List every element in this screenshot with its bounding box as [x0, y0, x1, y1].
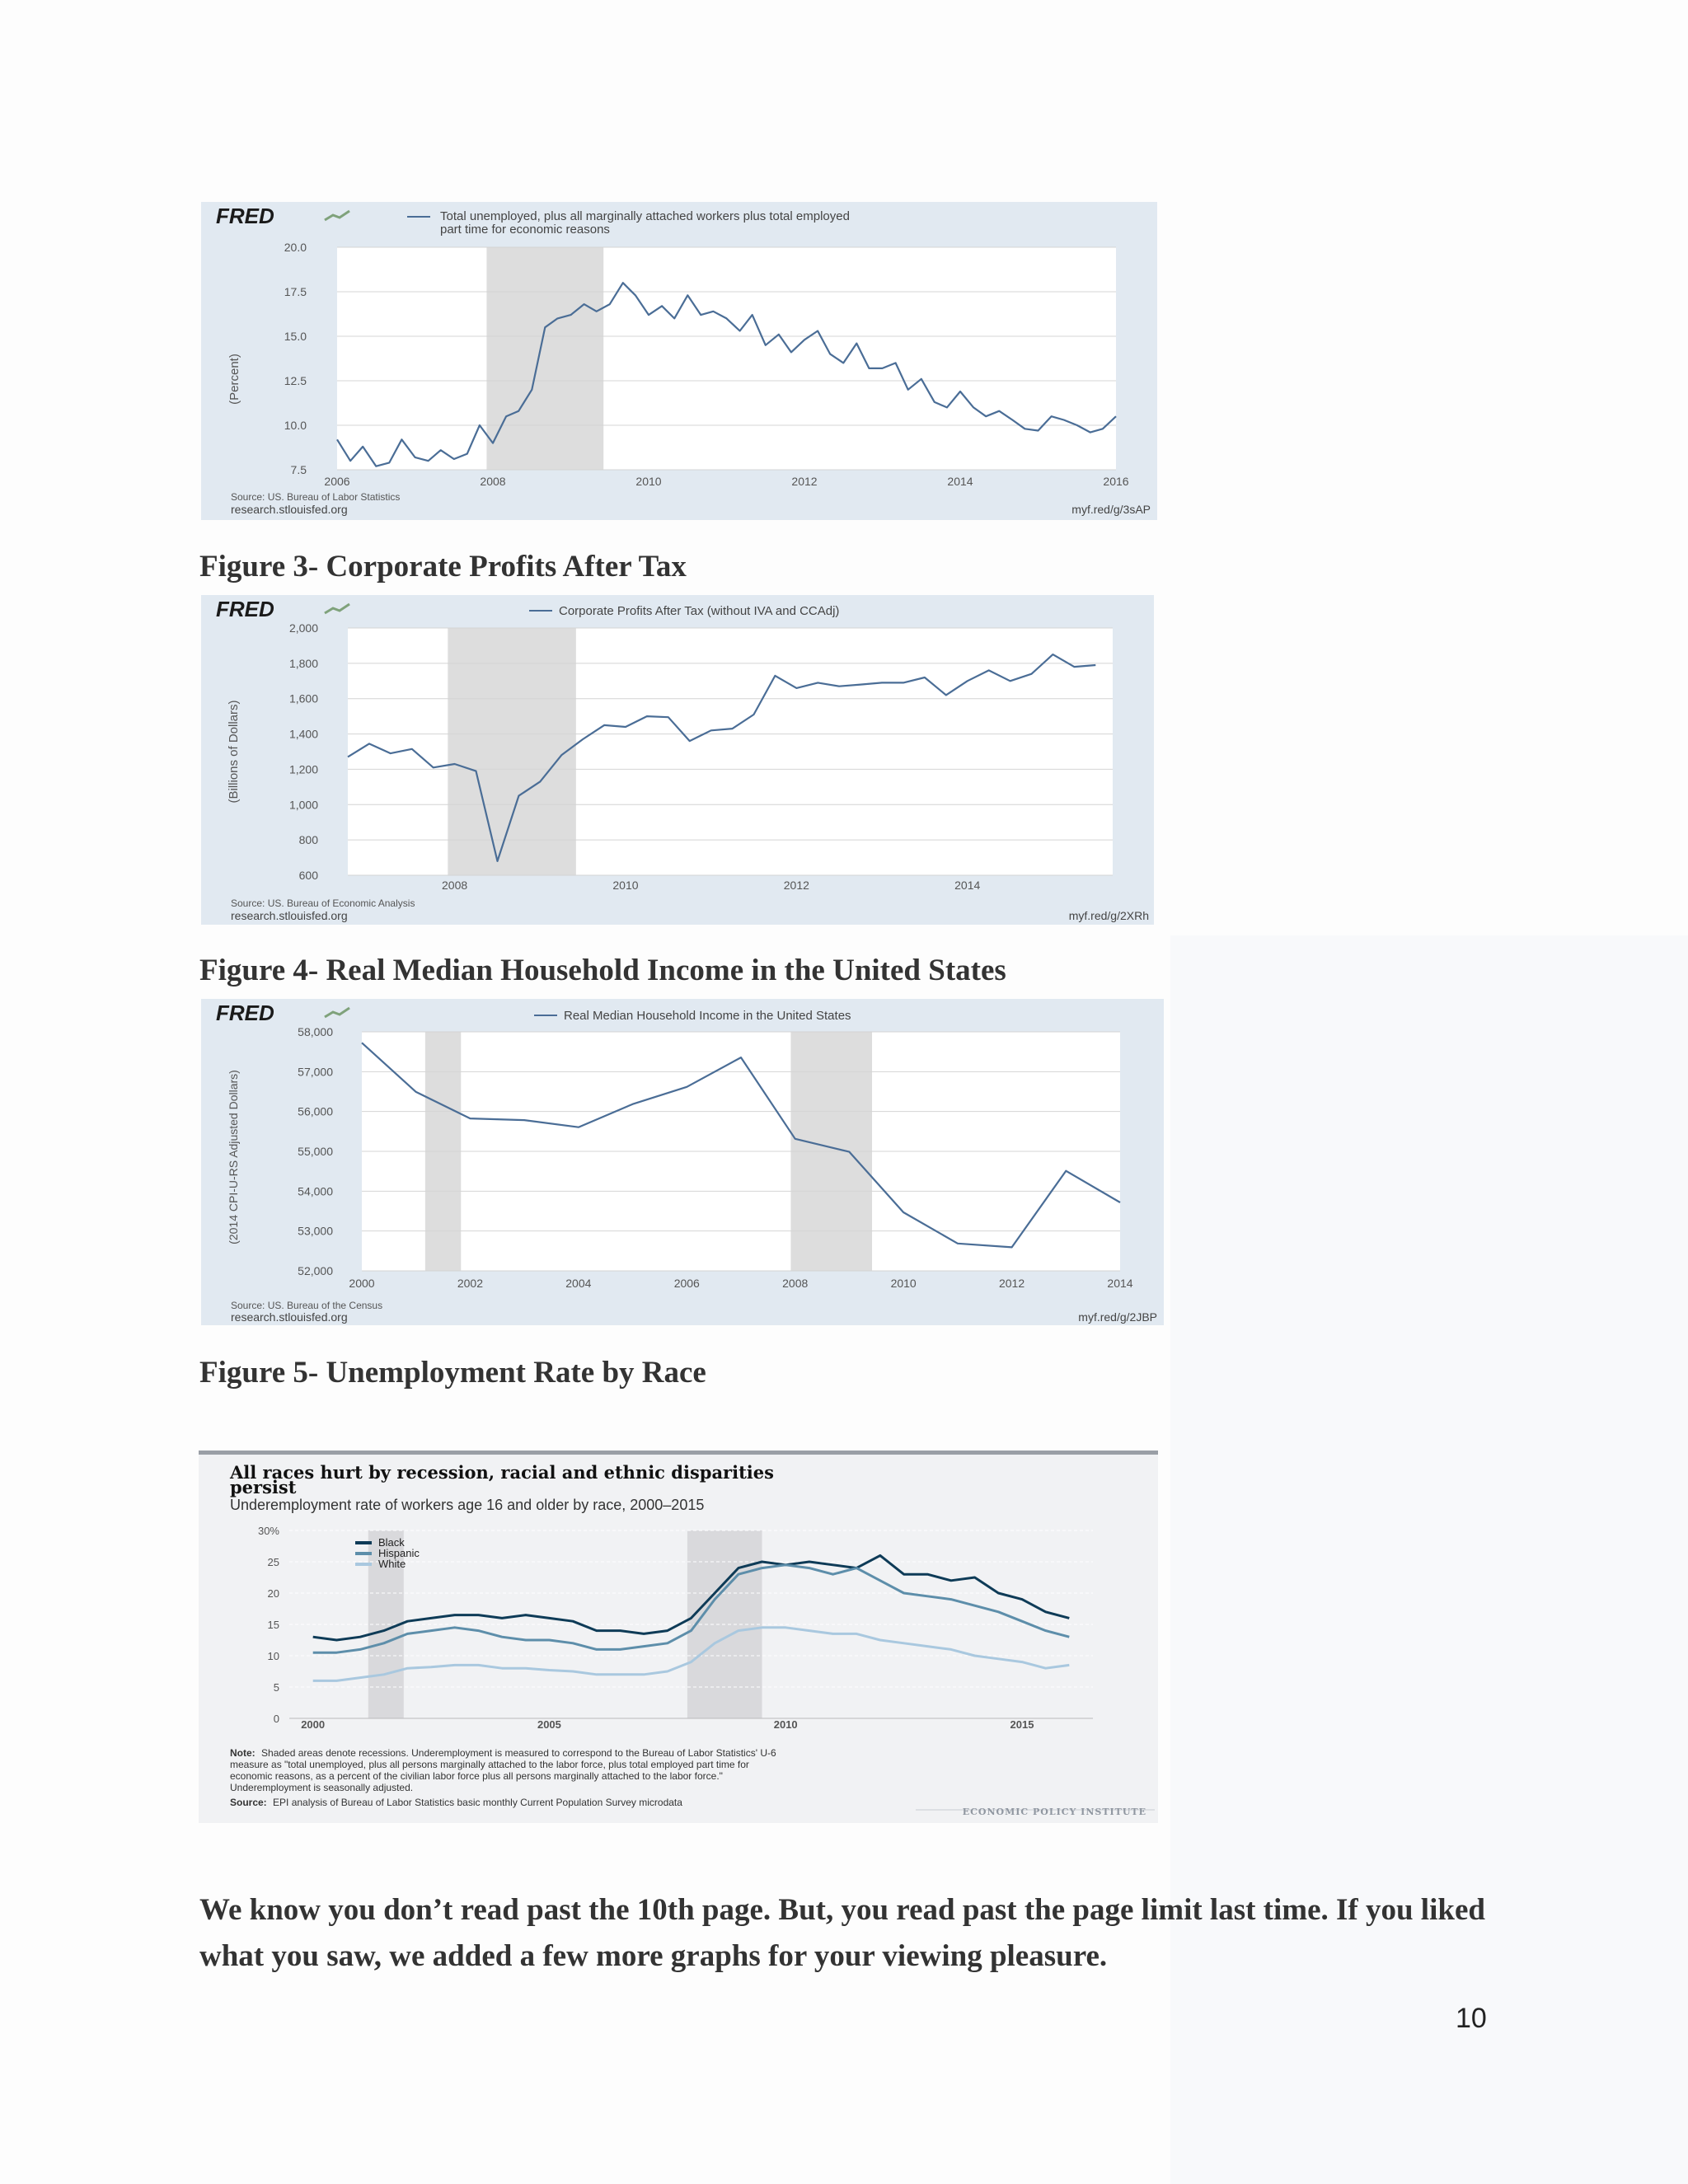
- y-tick-label: 56,000: [298, 1104, 333, 1118]
- x-tick-label: 2015: [1010, 1718, 1034, 1731]
- y-tick-label: 7.5: [290, 463, 307, 476]
- graph-link[interactable]: myf.red/g/2XRh: [1068, 909, 1149, 922]
- legend-line-2: part time for economic reasons: [440, 223, 610, 237]
- legend-label: Real Median Household Income in the United States: [564, 1009, 851, 1023]
- x-tick-label: 2000: [301, 1718, 326, 1731]
- y-tick-label: 15.0: [284, 330, 307, 343]
- x-tick-label: 2012: [783, 879, 809, 892]
- profits-chart-svg: [201, 595, 1154, 925]
- x-tick-label: 2008: [782, 1277, 809, 1290]
- y-tick-label: 1,000: [288, 798, 318, 812]
- source-label: Source:: [230, 1797, 267, 1808]
- recession-band: [448, 628, 576, 875]
- top-rule: [199, 1451, 1158, 1455]
- x-tick-label: 2016: [1103, 475, 1129, 488]
- caption-figure-5: Figure 5- Unemployment Rate by Race: [199, 1356, 706, 1390]
- caption-figure-4: Figure 4- Real Median Household Income in the United States: [199, 954, 1006, 987]
- page-number: 10: [1456, 2003, 1487, 2034]
- legend-label-hispanic: Hispanic: [378, 1547, 420, 1559]
- y-tick-label: 2,000: [288, 621, 318, 635]
- race-chart-svg: [199, 1451, 1158, 1823]
- legend-label-white: White: [378, 1558, 406, 1570]
- chart-subtitle: Underemployment rate of workers age 16 and older by race, 2000–2015: [230, 1497, 705, 1513]
- x-tick-label: 2008: [480, 475, 506, 488]
- y-axis-label: (Billions of Dollars): [227, 700, 241, 804]
- y-tick-label: 52,000: [298, 1264, 333, 1277]
- x-tick-label: 2002: [457, 1277, 484, 1290]
- recession-band: [486, 247, 603, 470]
- source-note: Source: US. Bureau of Labor Statistics: [231, 491, 401, 503]
- graph-link[interactable]: myf.red/g/3sAP: [1071, 503, 1151, 516]
- y-axis-label: (2014 CPI-U-RS Adjusted Dollars): [227, 1070, 240, 1244]
- figure-median-income: [201, 999, 1164, 1325]
- epi-brand: ECONOMIC POLICY INSTITUTE: [962, 1807, 1146, 1817]
- y-tick-label: 15: [267, 1619, 279, 1631]
- x-tick-label: 2010: [773, 1718, 798, 1731]
- y-tick-label: 20: [267, 1587, 279, 1600]
- source-note: Source: US. Bureau of the Census: [231, 1300, 383, 1311]
- y-tick-label: 1,400: [288, 727, 318, 741]
- note-line-4: Underemployment is seasonally adjusted.: [230, 1782, 414, 1793]
- income-chart-svg: [201, 999, 1164, 1325]
- figure-unemployment-u6: [201, 202, 1157, 520]
- site-link[interactable]: research.stlouisfed.org: [231, 909, 348, 922]
- y-tick-label: 1,200: [288, 762, 318, 776]
- y-tick-label: 10: [267, 1650, 279, 1662]
- source: [230, 1797, 682, 1808]
- page-background-shade: [1170, 935, 1688, 2184]
- x-tick-label: 2006: [673, 1277, 700, 1290]
- fred-logo: FRED: [216, 1001, 274, 1025]
- note-line-3: economic reasons, as a percent of the civilian labor force plus all persons marginally attached to the labor force.": [230, 1770, 723, 1782]
- note-line-2: measure as "total unemployed, plus all persons marginally attached to the labor force, plus total employed part time for: [230, 1759, 749, 1770]
- site-link[interactable]: research.stlouisfed.org: [231, 503, 348, 516]
- fred-logo: FRED: [216, 204, 274, 228]
- x-tick-label: 2005: [537, 1718, 561, 1731]
- y-tick-label: 17.5: [284, 285, 307, 298]
- graph-link[interactable]: myf.red/g/2JBP: [1078, 1310, 1157, 1324]
- y-tick-label: 54,000: [298, 1184, 333, 1198]
- x-tick-label: 2012: [998, 1277, 1025, 1290]
- y-tick-label: 53,000: [298, 1224, 333, 1238]
- u6-chart-svg: [201, 202, 1157, 520]
- y-tick-label: 800: [298, 833, 318, 847]
- y-tick-label: 1,600: [288, 691, 318, 705]
- x-tick-label: 2014: [1107, 1277, 1133, 1290]
- y-tick-label: 0: [273, 1713, 279, 1725]
- y-tick-label: 57,000: [298, 1065, 333, 1079]
- y-tick-label: 58,000: [298, 1025, 333, 1038]
- y-tick-label: 5: [273, 1681, 279, 1694]
- site-link[interactable]: research.stlouisfed.org: [231, 1310, 348, 1324]
- note-label: Note:: [230, 1747, 256, 1759]
- source-note: Source: US. Bureau of Economic Analysis: [231, 898, 415, 909]
- y-tick-label: 30%: [257, 1525, 279, 1537]
- fred-logo: FRED: [216, 597, 274, 621]
- y-tick-label: 600: [298, 869, 318, 882]
- figure-corporate-profits: [201, 595, 1154, 925]
- x-tick-label: 2010: [890, 1277, 917, 1290]
- y-tick-label: 12.5: [284, 374, 307, 387]
- x-tick-label: 2000: [349, 1277, 375, 1290]
- chart-title-line-1: All races hurt by recession, racial and ethnic disparities: [230, 1462, 774, 1483]
- caption-figure-3: Figure 3- Corporate Profits After Tax: [199, 550, 687, 583]
- legend-label-black: Black: [378, 1536, 405, 1549]
- x-tick-label: 2006: [324, 475, 350, 488]
- y-tick-label: 55,000: [298, 1145, 333, 1158]
- fred-logo-icon: [325, 1008, 349, 1017]
- x-tick-label: 2010: [635, 475, 662, 488]
- y-axis-label: (Percent): [227, 354, 241, 405]
- chart-title-line-2: persist: [230, 1477, 297, 1497]
- y-tick-label: 20.0: [284, 241, 307, 254]
- x-tick-label: 2008: [442, 879, 468, 892]
- x-tick-label: 2012: [791, 475, 818, 488]
- note-line-1: Shaded areas denote recessions. Underemployment is measured to correspond to the Bureau of Labor Statistics' U-6: [261, 1747, 776, 1759]
- y-tick-label: 10.0: [284, 419, 307, 432]
- x-tick-label: 2014: [954, 879, 981, 892]
- x-tick-label: 2004: [565, 1277, 592, 1290]
- closing-paragraph: We know you don’t read past the 10th page. But, you read past the page limit last time. If you liked what you saw, we added a few more graphs for your viewing pleasure.: [199, 1893, 1485, 1973]
- y-tick-label: 25: [267, 1556, 279, 1568]
- plot-area: [337, 247, 1116, 470]
- fred-logo-icon: [325, 211, 349, 220]
- source-text: EPI analysis of Bureau of Labor Statistics basic monthly Current Population Survey microdata: [273, 1797, 682, 1808]
- legend-label: Corporate Profits After Tax (without IVA and CCAdj): [559, 604, 840, 618]
- fred-logo-icon: [325, 604, 349, 613]
- legend-line-1: Total unemployed, plus all marginally attached workers plus total employed: [440, 209, 850, 223]
- figure-underemployment-by-race: [199, 1451, 1158, 1823]
- y-tick-label: 1,800: [288, 656, 318, 670]
- x-tick-label: 2014: [947, 475, 973, 488]
- legend: [355, 1536, 420, 1570]
- note: [230, 1747, 776, 1759]
- x-tick-label: 2010: [612, 879, 639, 892]
